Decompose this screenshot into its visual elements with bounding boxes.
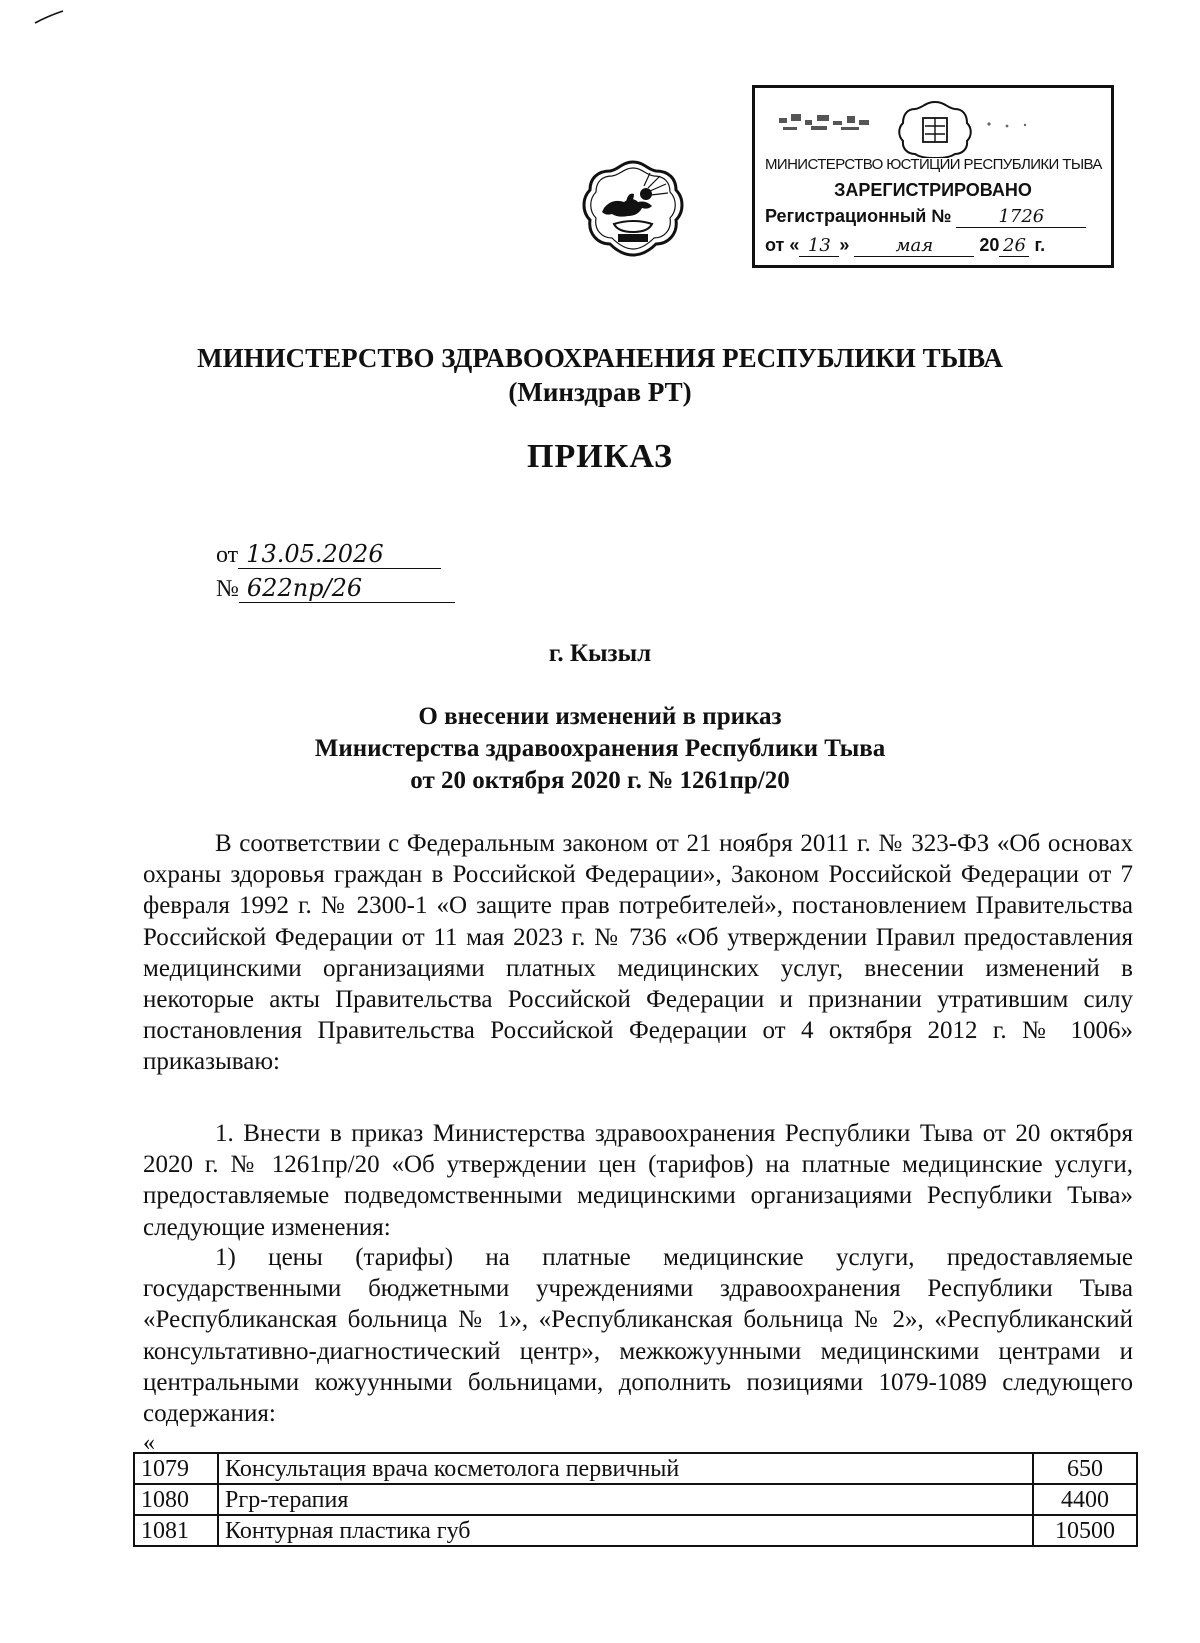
ministry-name: МИНИСТЕРСТВО ЗДРАВООХРАНЕНИЯ РЕСПУБЛИКИ ТЫВА: [197, 343, 1003, 373]
stamp-date-prefix: от «: [765, 235, 800, 255]
service-name: Консультация врача косметолога первичный: [218, 1453, 1033, 1484]
row-number: 1079: [134, 1453, 218, 1484]
opening-quote: «: [143, 1430, 155, 1456]
subject-line-3: от 20 октября 2020 г. № 1261пр/20: [410, 767, 790, 794]
stamp-registration-line: [765, 206, 1086, 228]
order-number-value: 622пр/26: [239, 574, 455, 603]
city-name: г. Кызыл: [548, 640, 652, 667]
stamp-date-suffix: г.: [1034, 235, 1046, 255]
price-table: [133, 1452, 1138, 1547]
stamp-date-mid: »: [839, 235, 850, 255]
stamp-date-year: 26: [999, 235, 1029, 257]
corner-tick-mark: [34, 10, 64, 24]
stamp-date-day: 13: [799, 235, 839, 257]
document-type: ПРИКАЗ: [527, 438, 673, 475]
clause-1-paragraph: 1. Внести в приказ Министерства здравоохранения Республики Тыва от 20 октября 2020 г. № 1261пр/20 «Об утверждении цен (тарифов) на платные медицинские услуги, предоставляемые подведомственными медицинскими организациями Республики Тыва» следующие изменения:: [143, 1120, 1133, 1241]
table-row: [134, 1453, 1137, 1484]
order-number-field: [216, 574, 455, 603]
order-date-label: от: [216, 542, 239, 568]
table-row: [134, 1484, 1137, 1515]
service-price: 650: [1033, 1453, 1137, 1484]
service-price: 10500: [1033, 1515, 1137, 1546]
order-date-field: [216, 540, 441, 569]
subject-line-1: О внесении изменений в приказ: [418, 703, 782, 730]
preamble-paragraph: В соответствии с Федеральным законом от 21 ноября 2011 г. № 323-ФЗ «Об основах охраны здоровья граждан в Российской Федерации», Законом Российской Федерации от 7 февраля 1992 г. № 2300-1 «О защите прав потребителей», постановлением Правительства Российской Федерации от 11 мая 2023 г. № 736 «Об утверждении Правил предоставления медицинскими организациями платных медицинских услуг, внесении изменений в некоторые акты Правительства Российской Федерации и признании утратившим силу постановления Правительства Российской Федерации от 4 октября 2012 г. № 1006» приказываю:: [143, 830, 1133, 1076]
stamp-date-year-prefix: 20: [979, 235, 1000, 255]
ministry-short-name: (Минздрав РТ): [508, 377, 692, 407]
service-price: 4400: [1033, 1484, 1137, 1515]
order-date-value: 13.05.2026: [238, 540, 441, 569]
row-number: 1081: [134, 1515, 218, 1546]
stamp-header-emblem: [775, 96, 1095, 158]
row-number: 1080: [134, 1484, 218, 1515]
stamp-organization: МИНИСТЕРСТВО ЮСТИЦИИ РЕСПУБЛИКИ ТЫВА: [765, 156, 1102, 173]
stamp-reg-label: Регистрационный №: [765, 206, 952, 226]
registration-stamp: [752, 85, 1114, 268]
coat-of-arms-emblem: [578, 158, 688, 258]
stamp-date-month: мая: [854, 235, 974, 257]
stamp-reg-number: 1726: [956, 206, 1086, 228]
clause-1-1-paragraph: 1) цены (тарифы) на платные медицинские услуги, предоставляемые государственными бюджетными учреждениями здравоохранения Республики Тыва «Республиканская больница № 1», «Республиканская больница № 2», «Республиканский консультативно-диагностический центр», межкожуунными медицинскими центрами и центральными кожуунными больницами, дополнить позициями 1079-1089 следующего содержания:: [143, 1244, 1133, 1428]
subject-line-2: Министерства здравоохранения Республики Тыва: [314, 735, 886, 762]
service-name: Контурная пластика губ: [218, 1515, 1033, 1546]
stamp-status: ЗАРЕГИСТРИРОВАНО: [834, 180, 1032, 200]
stamp-date-line: [765, 235, 1045, 257]
table-row: [134, 1515, 1137, 1546]
service-name: Ргр-терапия: [218, 1484, 1033, 1515]
order-number-label: №: [216, 576, 239, 602]
